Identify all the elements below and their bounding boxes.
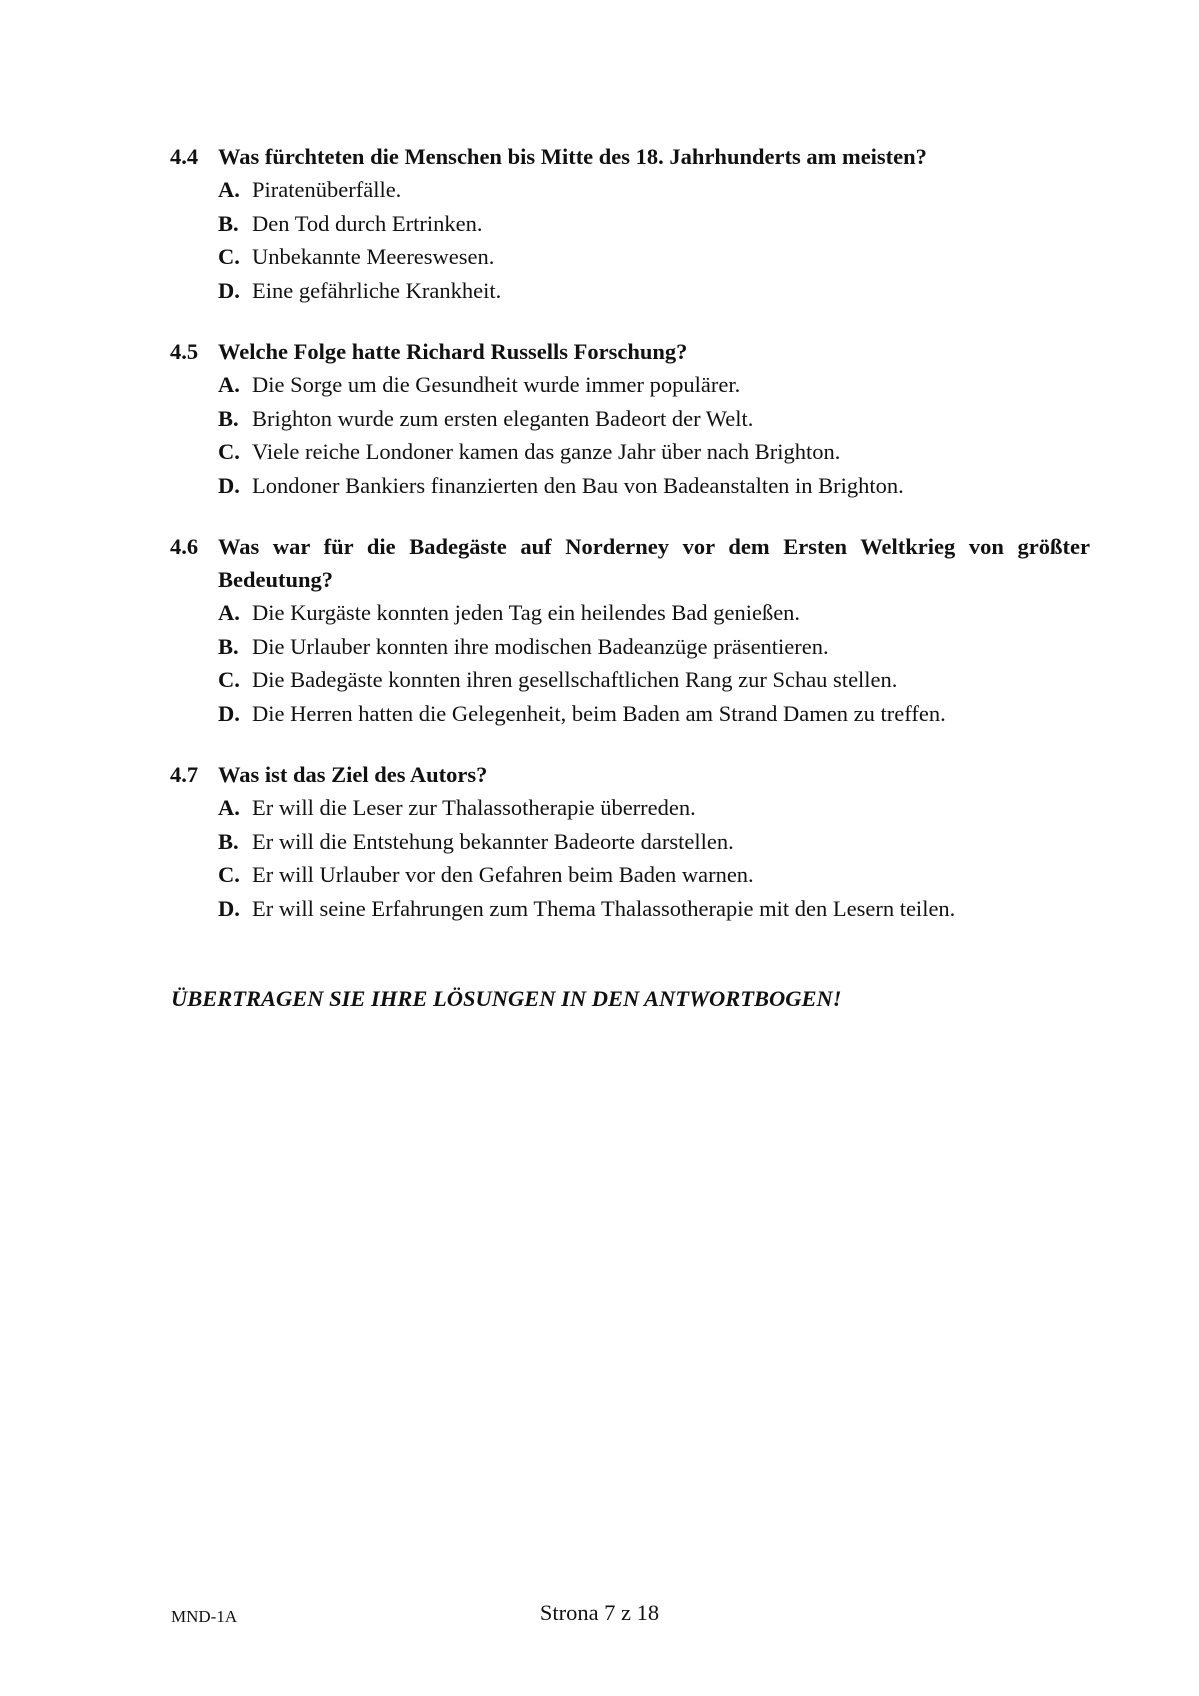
option-text: Eine gefährliche Krankheit. bbox=[252, 277, 502, 303]
answer-option-d bbox=[218, 697, 1090, 731]
answer-option-c bbox=[218, 435, 1090, 469]
option-text: Die Badegäste konnten ihren gesellschaftlichen Rang zur Schau stellen. bbox=[252, 667, 898, 692]
answer-options bbox=[218, 791, 1090, 925]
question-4-4 bbox=[170, 140, 1090, 307]
answer-options bbox=[218, 368, 1090, 502]
answer-option-b bbox=[218, 402, 1090, 436]
option-text: Er will seine Erfahrungen zum Thema Thalassotherapie mit den Lesern teilen. bbox=[252, 895, 956, 921]
question-header bbox=[170, 758, 1090, 791]
option-text: Unbekannte Meereswesen. bbox=[252, 244, 495, 269]
question-header bbox=[170, 530, 1090, 596]
option-text: Die Herren hatten die Gelegenheit, beim Baden am Strand Damen zu treffen. bbox=[252, 700, 946, 726]
answer-option-a bbox=[218, 368, 1090, 402]
answer-option-d bbox=[218, 274, 1090, 308]
question-number: 4.5 bbox=[170, 339, 199, 364]
answer-option-a bbox=[218, 791, 1090, 825]
option-text: Die Sorge um die Gesundheit wurde immer populärer. bbox=[252, 372, 741, 397]
option-letter: A. bbox=[218, 600, 240, 625]
option-text: Er will Urlauber vor den Gefahren beim Baden warnen. bbox=[252, 862, 754, 887]
option-letter: D. bbox=[218, 472, 240, 498]
question-header bbox=[170, 140, 1090, 173]
option-text: Er will die Leser zur Thalassotherapie überreden. bbox=[252, 795, 696, 820]
option-letter: A. bbox=[218, 372, 240, 397]
option-text: Londoner Bankiers finanzierten den Bau von Badeanstalten in Brighton. bbox=[252, 472, 904, 498]
option-letter: C. bbox=[218, 439, 240, 464]
question-text: Welche Folge hatte Richard Russells Forschung? bbox=[218, 339, 688, 364]
answer-option-b bbox=[218, 825, 1090, 859]
option-letter: C. bbox=[218, 244, 240, 269]
answer-options bbox=[218, 596, 1090, 730]
question-number: 4.4 bbox=[170, 144, 199, 169]
option-text: Die Urlauber konnten ihre modischen Badeanzüge präsentieren. bbox=[252, 633, 829, 659]
question-text: Was fürchteten die Menschen bis Mitte des 18. Jahrhunderts am meisten? bbox=[218, 144, 927, 169]
answer-option-d bbox=[218, 892, 1090, 926]
option-text: Piratenüberfälle. bbox=[252, 177, 402, 202]
option-text: Er will die Entstehung bekannter Badeorte darstellen. bbox=[252, 828, 734, 854]
option-letter: B. bbox=[218, 405, 239, 431]
answer-option-b bbox=[218, 630, 1090, 664]
option-letter: C. bbox=[218, 862, 240, 887]
option-letter: A. bbox=[218, 795, 240, 820]
exam-code: MND-1A bbox=[171, 1607, 238, 1626]
answer-option-c bbox=[218, 663, 1090, 697]
question-header bbox=[170, 335, 1090, 368]
answer-option-a bbox=[218, 173, 1090, 207]
option-text: Brighton wurde zum ersten eleganten Badeort der Welt. bbox=[252, 405, 754, 431]
option-text: Den Tod durch Ertrinken. bbox=[252, 210, 483, 236]
option-letter: B. bbox=[218, 210, 239, 236]
question-text: Was war für die Badegäste auf Norderney vor dem Ersten Weltkrieg von größter Bedeutung? bbox=[218, 534, 1090, 592]
option-letter: C. bbox=[218, 667, 240, 692]
option-letter: D. bbox=[218, 895, 240, 921]
question-4-6 bbox=[170, 530, 1090, 730]
question-number: 4.6 bbox=[170, 534, 199, 559]
question-number: 4.7 bbox=[170, 762, 199, 787]
answer-option-c bbox=[218, 858, 1090, 892]
option-letter: D. bbox=[218, 277, 240, 303]
question-4-7 bbox=[170, 758, 1090, 925]
answer-options bbox=[218, 173, 1090, 307]
transfer-instruction: ÜBERTRAGEN SIE IHRE LÖSUNGEN IN DEN ANTWORTBOGEN! bbox=[171, 986, 842, 1011]
answer-option-b bbox=[218, 207, 1090, 241]
option-letter: B. bbox=[218, 633, 239, 659]
question-text: Was ist das Ziel des Autors? bbox=[218, 762, 488, 787]
answer-option-a bbox=[218, 596, 1090, 630]
option-letter: B. bbox=[218, 828, 239, 854]
option-text: Die Kurgäste konnten jeden Tag ein heilendes Bad genießen. bbox=[252, 600, 801, 625]
page-number: Strona 7 z 18 bbox=[539, 1600, 660, 1625]
answer-option-c bbox=[218, 240, 1090, 274]
option-letter: A. bbox=[218, 177, 240, 202]
question-4-5 bbox=[170, 335, 1090, 502]
option-text: Viele reiche Londoner kamen das ganze Jahr über nach Brighton. bbox=[252, 439, 841, 464]
answer-option-d bbox=[218, 469, 1090, 503]
option-letter: D. bbox=[218, 700, 240, 726]
